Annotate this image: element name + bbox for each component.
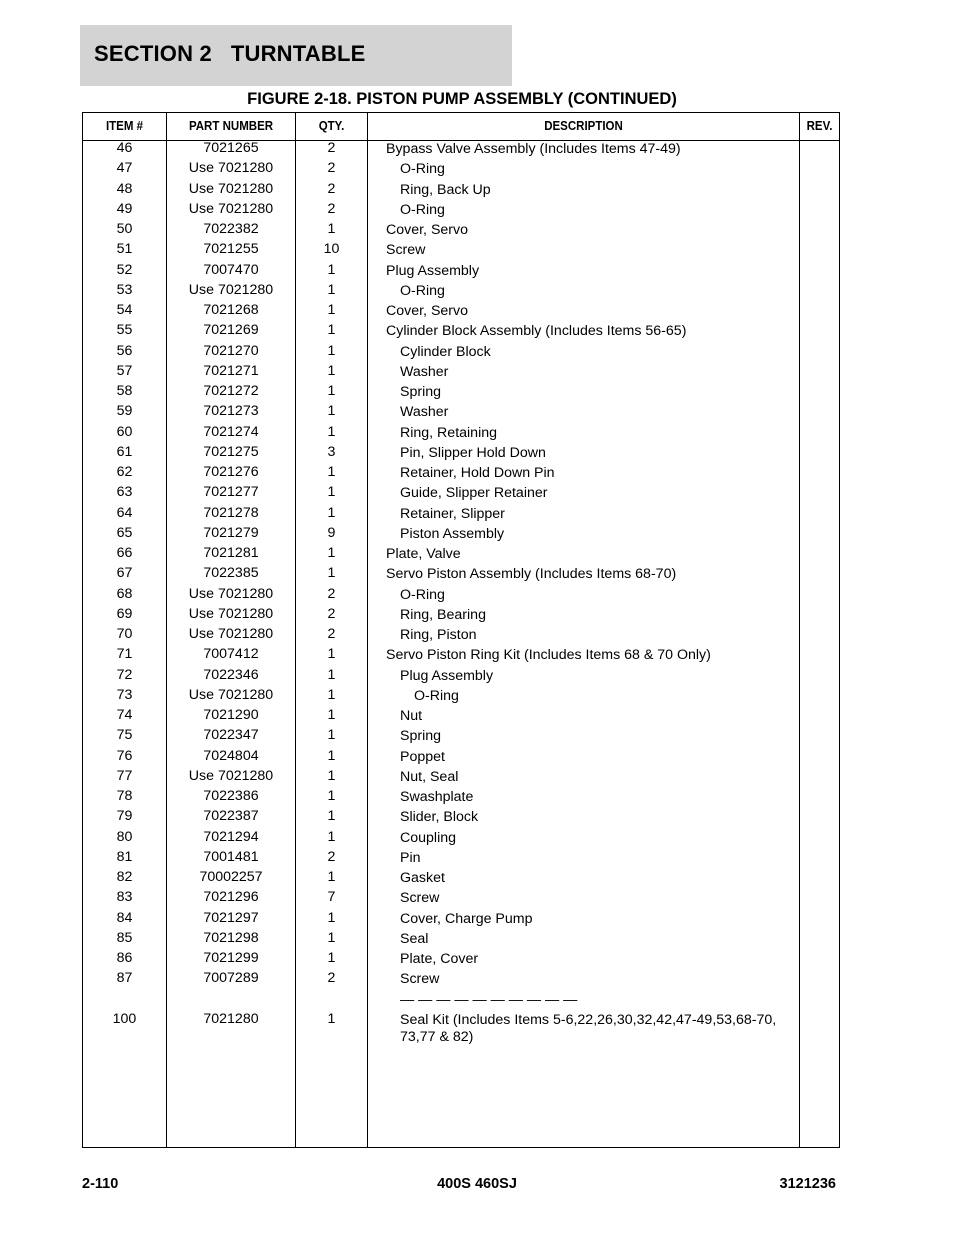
description: Ring, Retaining bbox=[400, 424, 498, 441]
part-number: 7021298 bbox=[203, 929, 259, 946]
item-number: 67 bbox=[116, 565, 133, 582]
description: Piston Assembly bbox=[400, 525, 505, 542]
description: Plug Assembly bbox=[400, 667, 494, 684]
table-row bbox=[83, 727, 839, 747]
part-number: Use 7021280 bbox=[188, 605, 274, 622]
item-number: 76 bbox=[116, 747, 133, 764]
item-number: 82 bbox=[116, 869, 133, 885]
part-number: 7021297 bbox=[203, 909, 259, 926]
item-number: 80 bbox=[116, 828, 133, 845]
table-row bbox=[83, 707, 839, 727]
part-number: Use 7021280 bbox=[188, 180, 274, 197]
item-number: 86 bbox=[116, 950, 133, 966]
part-number: 7021273 bbox=[203, 403, 259, 420]
table-row bbox=[83, 181, 839, 201]
description: Nut bbox=[400, 708, 423, 724]
part-number: Use 7021280 bbox=[188, 200, 274, 217]
part-number: 7021275 bbox=[203, 443, 259, 460]
table-row bbox=[83, 808, 839, 828]
item-number: 74 bbox=[116, 707, 133, 723]
part-number: 7021290 bbox=[203, 707, 259, 723]
table-row bbox=[83, 768, 839, 788]
part-number: 7021269 bbox=[203, 322, 259, 339]
part-number: Use 7021280 bbox=[188, 585, 274, 602]
part-number: 7024804 bbox=[203, 747, 259, 764]
document-number: 3121236 bbox=[779, 1176, 836, 1192]
item-number: 79 bbox=[116, 808, 133, 825]
description: Nut, Seal bbox=[400, 768, 459, 785]
part-number: 7021268 bbox=[203, 302, 259, 318]
item-number: 68 bbox=[116, 585, 133, 602]
table-row bbox=[83, 748, 839, 768]
quantity: 10 bbox=[323, 241, 340, 258]
item-number: 47 bbox=[116, 160, 133, 177]
table-row bbox=[83, 869, 839, 889]
item-number: 58 bbox=[116, 383, 133, 399]
column-header-item: ITEM # bbox=[105, 119, 144, 133]
description: Servo Piston Ring Kit (Includes Items 68 & 70 Only) bbox=[386, 647, 711, 664]
item-number: 81 bbox=[116, 848, 133, 865]
item-number: 55 bbox=[116, 322, 133, 339]
quantity: 1 bbox=[327, 221, 336, 237]
description: Ring, Piston bbox=[400, 627, 477, 643]
description: O-Ring bbox=[400, 586, 445, 603]
quantity: 1 bbox=[327, 383, 336, 399]
table-row bbox=[83, 545, 839, 565]
part-number: 7007470 bbox=[203, 261, 259, 278]
quantity: 2 bbox=[327, 160, 336, 177]
table-row bbox=[83, 991, 839, 1011]
description: Washer bbox=[400, 404, 449, 421]
page-number: 2-110 bbox=[82, 1176, 119, 1192]
description: Slider, Block bbox=[400, 809, 479, 826]
quantity: 1 bbox=[327, 869, 336, 885]
figure-title: FIGURE 2-18. PISTON PUMP ASSEMBLY (CONTINUED) bbox=[247, 90, 677, 108]
description: Cover, Charge Pump bbox=[400, 910, 533, 927]
item-number: 66 bbox=[116, 545, 133, 561]
table-row bbox=[83, 403, 839, 423]
item-number: 50 bbox=[116, 221, 133, 237]
part-number: 7021274 bbox=[203, 423, 259, 440]
quantity: 2 bbox=[327, 180, 336, 197]
description: Gasket bbox=[400, 870, 445, 886]
item-number: 83 bbox=[116, 889, 133, 906]
part-number: 7022382 bbox=[203, 221, 259, 237]
quantity: 1 bbox=[327, 828, 336, 845]
item-number: 72 bbox=[116, 666, 133, 683]
quantity: 1 bbox=[327, 1010, 336, 1027]
description: Pin, Slipper Hold Down bbox=[400, 444, 546, 461]
part-number: 70002257 bbox=[199, 869, 263, 885]
part-number: 7021278 bbox=[203, 504, 259, 521]
description: O-Ring bbox=[400, 161, 445, 178]
quantity: 1 bbox=[327, 666, 336, 683]
part-number: 7022347 bbox=[203, 727, 259, 744]
part-number: 7001481 bbox=[203, 848, 259, 865]
column-header-part-number: PART NUMBER bbox=[188, 119, 274, 133]
column-header-description: DESCRIPTION bbox=[544, 119, 623, 133]
table-row bbox=[83, 464, 839, 484]
table-row bbox=[83, 302, 839, 322]
quantity: 1 bbox=[327, 464, 336, 480]
quantity: 1 bbox=[327, 686, 336, 703]
quantity: 1 bbox=[327, 747, 336, 764]
model-name: 400S 460SJ bbox=[437, 1176, 517, 1192]
part-number: Use 7021280 bbox=[188, 160, 274, 177]
table-row bbox=[83, 201, 839, 221]
column-header-qty: QTY. bbox=[318, 119, 345, 133]
part-number: 7007412 bbox=[203, 646, 259, 663]
quantity: 1 bbox=[327, 322, 336, 339]
description: Coupling bbox=[400, 829, 457, 846]
quantity: 1 bbox=[327, 950, 336, 966]
quantity: 1 bbox=[327, 545, 336, 561]
description: Servo Piston Assembly (Includes Items 68-70) bbox=[386, 566, 677, 583]
item-number: 70 bbox=[116, 626, 133, 642]
section-title: SECTION 2 TURNTABLE bbox=[94, 41, 366, 66]
quantity: 1 bbox=[327, 788, 336, 804]
item-number: 48 bbox=[116, 180, 133, 197]
table-row bbox=[83, 667, 839, 687]
description: Guide, Slipper Retainer bbox=[400, 485, 548, 502]
description: Spring bbox=[400, 728, 442, 745]
quantity: 1 bbox=[327, 565, 336, 582]
item-number: 54 bbox=[116, 302, 133, 318]
item-number: 62 bbox=[116, 464, 133, 480]
quantity: 1 bbox=[327, 484, 336, 501]
item-number: 77 bbox=[116, 767, 133, 784]
description: Swashplate bbox=[400, 789, 474, 805]
description: O-Ring bbox=[414, 687, 459, 704]
quantity: 2 bbox=[327, 140, 336, 156]
part-number: 7022387 bbox=[203, 808, 259, 825]
quantity: 2 bbox=[327, 605, 336, 622]
table-row bbox=[83, 322, 839, 342]
description: Ring, Bearing bbox=[400, 606, 486, 623]
item-number: 75 bbox=[116, 727, 133, 744]
part-number: 7022385 bbox=[203, 565, 259, 582]
description: Retainer, Slipper bbox=[400, 505, 505, 522]
table-row bbox=[83, 910, 839, 930]
quantity: 1 bbox=[327, 929, 336, 946]
description: Retainer, Hold Down Pin bbox=[400, 465, 555, 481]
item-number: 49 bbox=[116, 200, 133, 217]
part-number: 7021271 bbox=[203, 362, 259, 379]
table-row bbox=[83, 444, 839, 464]
item-number: 61 bbox=[116, 443, 133, 460]
description: Washer bbox=[400, 363, 449, 380]
description: Cover, Servo bbox=[386, 222, 469, 238]
description: Screw bbox=[386, 242, 426, 259]
description: — — — — — — — — — — bbox=[400, 991, 578, 1008]
table-row bbox=[83, 889, 839, 909]
table-row bbox=[83, 140, 839, 160]
quantity: 2 bbox=[327, 970, 336, 987]
part-number: 7021296 bbox=[203, 889, 259, 906]
part-number: 7021255 bbox=[203, 241, 259, 258]
quantity: 1 bbox=[327, 403, 336, 420]
quantity: 1 bbox=[327, 808, 336, 825]
item-number: 78 bbox=[116, 788, 133, 804]
description: Cylinder Block bbox=[400, 343, 491, 360]
quantity: 2 bbox=[327, 585, 336, 602]
table-row bbox=[83, 646, 839, 666]
quantity: 1 bbox=[327, 342, 336, 359]
item-number: 69 bbox=[116, 605, 133, 622]
item-number: 56 bbox=[116, 342, 133, 359]
quantity: 9 bbox=[327, 524, 336, 541]
item-number: 73 bbox=[116, 686, 133, 703]
table-row bbox=[83, 424, 839, 444]
quantity: 2 bbox=[327, 626, 336, 642]
item-number: 57 bbox=[116, 362, 133, 379]
table-row bbox=[83, 525, 839, 545]
parts-table bbox=[82, 112, 840, 1148]
table-row bbox=[83, 687, 839, 707]
description: Plug Assembly bbox=[386, 262, 480, 279]
part-number: 7021265 bbox=[203, 140, 259, 156]
quantity: 1 bbox=[327, 504, 336, 521]
description: Spring bbox=[400, 384, 442, 400]
table-row bbox=[83, 1010, 839, 1045]
part-number: 7022346 bbox=[203, 666, 259, 683]
quantity: 1 bbox=[327, 767, 336, 784]
part-number: Use 7021280 bbox=[188, 686, 274, 703]
item-number: 51 bbox=[116, 241, 133, 258]
quantity: 1 bbox=[327, 423, 336, 440]
table-row bbox=[83, 950, 839, 970]
table-row bbox=[83, 586, 839, 606]
quantity: 1 bbox=[327, 727, 336, 744]
part-number: 7021279 bbox=[203, 524, 259, 541]
table-row bbox=[83, 849, 839, 869]
item-number: 52 bbox=[116, 261, 133, 278]
part-number: 7021280 bbox=[203, 1010, 259, 1027]
description: Screw bbox=[400, 890, 440, 907]
item-number: 53 bbox=[116, 281, 133, 298]
table-row bbox=[83, 606, 839, 626]
table-row bbox=[83, 829, 839, 849]
quantity: 1 bbox=[327, 707, 336, 723]
quantity: 1 bbox=[327, 646, 336, 663]
quantity: 1 bbox=[327, 302, 336, 318]
description: Ring, Back Up bbox=[400, 181, 491, 198]
description: Bypass Valve Assembly (Includes Items 47-49) bbox=[386, 141, 681, 157]
item-number: 64 bbox=[116, 504, 133, 521]
item-number: 59 bbox=[116, 403, 133, 420]
description: O-Ring bbox=[400, 201, 445, 218]
description: O-Ring bbox=[400, 282, 445, 299]
table-row bbox=[83, 282, 839, 302]
description: Screw bbox=[400, 971, 440, 988]
table-row bbox=[83, 626, 839, 646]
quantity: 7 bbox=[327, 889, 336, 906]
part-number: Use 7021280 bbox=[188, 281, 274, 298]
description: Poppet bbox=[400, 748, 445, 765]
description: Plate, Cover bbox=[400, 951, 479, 967]
table-row bbox=[83, 221, 839, 241]
table-row bbox=[83, 788, 839, 808]
description: Cover, Servo bbox=[386, 303, 469, 319]
description: Seal bbox=[400, 930, 429, 947]
item-number: 63 bbox=[116, 484, 133, 501]
column-header-rev: REV. bbox=[806, 119, 833, 133]
quantity: 1 bbox=[327, 261, 336, 278]
part-number: 7021281 bbox=[203, 545, 259, 561]
quantity: 1 bbox=[327, 362, 336, 379]
part-number: 7021270 bbox=[203, 342, 259, 359]
part-number: 7021299 bbox=[203, 950, 259, 966]
table-row bbox=[83, 383, 839, 403]
description: Plate, Valve bbox=[386, 546, 461, 562]
part-number: 7021272 bbox=[203, 383, 259, 399]
item-number: 85 bbox=[116, 929, 133, 946]
table-row bbox=[83, 930, 839, 950]
table-row bbox=[83, 262, 839, 282]
table-row bbox=[83, 505, 839, 525]
table-row bbox=[83, 484, 839, 504]
item-number: 87 bbox=[116, 970, 133, 987]
item-number: 100 bbox=[112, 1010, 137, 1027]
section-banner bbox=[80, 25, 512, 86]
part-number: 7007289 bbox=[203, 970, 259, 987]
table-row bbox=[83, 241, 839, 261]
part-number: Use 7021280 bbox=[188, 626, 274, 642]
part-number: Use 7021280 bbox=[188, 767, 274, 784]
quantity: 1 bbox=[327, 909, 336, 926]
item-number: 46 bbox=[116, 140, 133, 156]
table-row bbox=[83, 565, 839, 585]
table-row bbox=[83, 363, 839, 383]
table-row bbox=[83, 343, 839, 363]
quantity: 1 bbox=[327, 281, 336, 298]
item-number: 84 bbox=[116, 909, 133, 926]
quantity: 2 bbox=[327, 848, 336, 865]
part-number: 7021294 bbox=[203, 828, 259, 845]
quantity: 2 bbox=[327, 200, 336, 217]
item-number: 71 bbox=[116, 646, 133, 663]
part-number: 7022386 bbox=[203, 788, 259, 804]
part-number: 7021276 bbox=[203, 464, 259, 480]
description: Seal Kit (Includes Items 5-6,22,26,30,32,42,47-49,53,68-70, 73,77 & 82) bbox=[400, 1011, 777, 1045]
item-number: 65 bbox=[116, 524, 133, 541]
part-number: 7021277 bbox=[203, 484, 259, 501]
description: Pin bbox=[400, 849, 421, 866]
table-row bbox=[83, 160, 839, 180]
quantity: 3 bbox=[327, 443, 336, 460]
table-row bbox=[83, 970, 839, 990]
item-number: 60 bbox=[116, 423, 133, 440]
description: Cylinder Block Assembly (Includes Items 56-65) bbox=[386, 323, 687, 340]
